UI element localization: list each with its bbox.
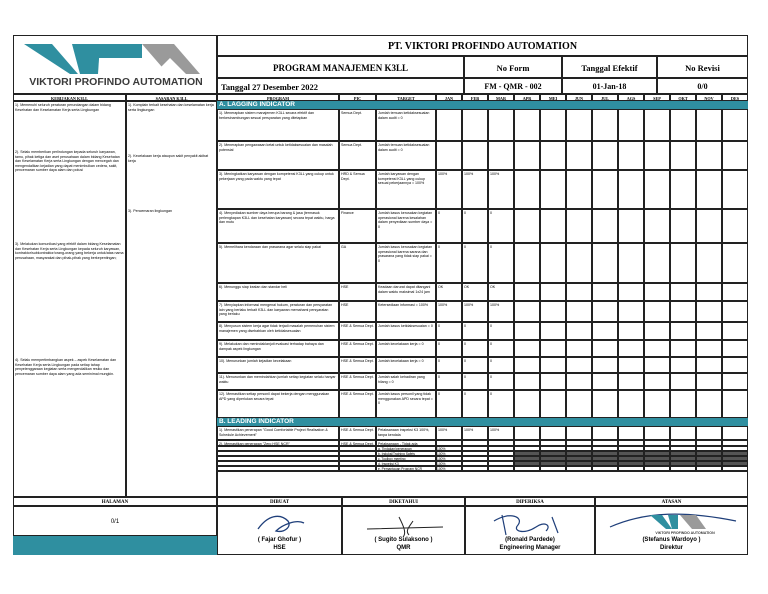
signer-role: Engineering Manager xyxy=(499,545,561,551)
month-cell: 0 xyxy=(462,322,488,340)
month-cell xyxy=(618,390,644,418)
month-cell xyxy=(540,209,566,243)
program-row-11-program: 11). Menurunkan dan memindahkan jumlah setiap kegiatan selalu hanyar waktu xyxy=(217,373,339,390)
signer-role: HSE xyxy=(273,545,286,551)
month-cell xyxy=(722,109,748,141)
section-leading-indicator: B. LEADING INDICATOR xyxy=(217,418,748,426)
month-cell xyxy=(644,390,670,418)
no-form: FM - QMR - 002 xyxy=(464,78,562,94)
month-cell: 0 xyxy=(462,340,488,357)
column-header-mar: MAR xyxy=(488,94,514,101)
month-cell xyxy=(618,243,644,283)
month-cell: 0 xyxy=(436,357,462,373)
month-cell xyxy=(566,301,592,322)
month-cell xyxy=(722,141,748,170)
month-cell: 0 xyxy=(488,243,514,283)
month-cell xyxy=(592,373,618,390)
program-row-2-pic: Semua Dept. xyxy=(339,141,376,170)
month-cell xyxy=(644,109,670,141)
month-cell xyxy=(514,141,540,170)
program-row-3-target: Jumlah karyawan dengan kompetensi K3LL yang cukup sesuai pekerjaannya = 100% xyxy=(376,170,436,209)
month-cell xyxy=(670,322,696,340)
leading-subtarget-cell: 100% xyxy=(436,456,462,461)
month-cell xyxy=(618,170,644,209)
column-header-pic: PIC xyxy=(339,94,376,101)
month-cell xyxy=(644,141,670,170)
month-cell xyxy=(436,141,462,170)
month-cell xyxy=(722,170,748,209)
month-cell xyxy=(722,373,748,390)
program-row-12-pic: HSE & Semua Dept. xyxy=(339,390,376,418)
month-cell xyxy=(670,243,696,283)
month-cell: 100% xyxy=(488,426,514,440)
program-row-102-pic: HSE & Semua Dept. xyxy=(339,440,376,446)
objective-1: 1). Komplain terkait kesehatan dan keselamatan kerja serta lingkungan xyxy=(128,103,214,112)
halaman-label: HALAMAN xyxy=(13,497,217,506)
column-header-jun: JUN xyxy=(566,94,592,101)
month-cell xyxy=(644,426,670,440)
column-header-ags: AGS xyxy=(618,94,644,101)
month-cell xyxy=(540,340,566,357)
month-cell xyxy=(696,141,722,170)
column-header-okt: OKT xyxy=(670,94,696,101)
month-cell: 0 xyxy=(436,209,462,243)
month-cell xyxy=(696,390,722,418)
month-cell xyxy=(618,301,644,322)
leading-subtarget-cell: 100% xyxy=(436,461,462,466)
signer-name: (Stefanus Wardoyo ) xyxy=(642,537,701,543)
program-row-3-pic: HRD & Semua Dept. xyxy=(339,170,376,209)
month-cell: 100% xyxy=(462,301,488,322)
month-cell xyxy=(514,357,540,373)
program-row-6-target: Keadaan darurat dapat ditangani dalam waktu maksimal 1x24 jam xyxy=(376,283,436,301)
month-cell xyxy=(488,141,514,170)
column-header-sasaran-k3ll: SASARAN K3LL xyxy=(126,94,217,101)
month-cell xyxy=(566,373,592,390)
signer-role: QMR xyxy=(396,545,411,551)
company-title: PT. VIKTORI PROFINDO AUTOMATION xyxy=(217,35,748,56)
program-row-4-pic: Finance xyxy=(339,209,376,243)
month-cell xyxy=(696,301,722,322)
month-cell xyxy=(644,209,670,243)
month-cell xyxy=(644,170,670,209)
month-cell xyxy=(540,322,566,340)
program-row-12-target: Jumlah kasus personil yang tidak menggunakan APD secara tepat = 0 xyxy=(376,390,436,418)
program-row-8-pic: HSE & Semua Dept. xyxy=(339,322,376,340)
program-row-8-target: Jumlah kasus ketidaksesuaian = 0 xyxy=(376,322,436,340)
month-cell: OK xyxy=(488,283,514,301)
signature-hse xyxy=(218,507,343,541)
program-row-101-pic: HSE & Semua Dept. xyxy=(339,426,376,440)
program-row-8-program: 8). Menyusun sistem kerja agar tidak terjadi masalah pemenuhan sistem manajemen yang disebabkan oleh ketidaksesuaian xyxy=(217,322,339,340)
leading-subtarget-cell: 100% xyxy=(436,451,462,456)
program-row-4-program: 4). Menyediakan sumber daya berupa barang & jasa (termasuk perlengkapan K3LL dan kesehatan karyawan) secara tepat waktu, harga dan mutu xyxy=(217,209,339,243)
month-cell xyxy=(540,357,566,373)
no-revisi: 0/0 xyxy=(657,78,748,94)
month-cell: 0 xyxy=(462,357,488,373)
policy-1: 1). Memenuhi seluruh peraturan perundangan dalam bidang Kesehatan dan Keselamatan Kerja serta Lingkungan xyxy=(15,103,111,112)
program-row-12-program: 12). Memastikan setiap personil dapat bekerja dengan menggunakan APD yang diperlukan secara tepat xyxy=(217,390,339,418)
month-cell xyxy=(540,301,566,322)
month-cell xyxy=(566,390,592,418)
month-cell: 100% xyxy=(488,301,514,322)
signer-name: ( Sugito Sulaksono ) xyxy=(374,537,433,543)
month-cell xyxy=(566,357,592,373)
diperiksa-label: DIPERIKSA xyxy=(465,497,595,506)
month-cell xyxy=(592,357,618,373)
month-cell xyxy=(514,209,540,243)
month-cell xyxy=(696,340,722,357)
program-row-9-target: Jumlah kecelakaan kerja = 0 xyxy=(376,340,436,357)
month-cell: 0 xyxy=(436,322,462,340)
month-cell: 100% xyxy=(462,170,488,209)
month-cell xyxy=(722,209,748,243)
month-cell: 0 xyxy=(436,390,462,418)
diketahui-label: DIKETAHUI xyxy=(342,497,465,506)
dibuat-label: DIBUAT xyxy=(217,497,342,506)
month-cell: 0 xyxy=(436,373,462,390)
month-cell xyxy=(540,426,566,440)
month-cell xyxy=(670,357,696,373)
month-cell xyxy=(644,322,670,340)
atasan-label: ATASAN xyxy=(595,497,748,506)
column-header-program: PROGRAM xyxy=(217,94,339,101)
month-cell xyxy=(566,109,592,141)
leading-subtarget-label: c. Toolbox meeting xyxy=(376,456,436,461)
objective-3: 3). Pencemaran lingkungan xyxy=(128,209,172,213)
month-cell xyxy=(696,109,722,141)
program-row-5-program: 5). Memelihara kendaraan dan prasarana agar selalu siap pakai xyxy=(217,243,339,283)
month-cell xyxy=(644,373,670,390)
month-cell xyxy=(592,243,618,283)
month-cell: OK xyxy=(462,283,488,301)
signature-direktur xyxy=(596,507,749,541)
column-header-jul: JUL xyxy=(592,94,618,101)
month-cell xyxy=(722,340,748,357)
month-cell xyxy=(722,301,748,322)
month-cell: 100% xyxy=(436,170,462,209)
month-cell xyxy=(566,340,592,357)
leading-subtarget-label: b. Induksi/Training Safety xyxy=(376,451,436,456)
month-cell xyxy=(722,322,748,340)
month-cell xyxy=(696,243,722,283)
month-cell xyxy=(592,141,618,170)
signer-name: ( Fajar Ghofur ) xyxy=(257,537,302,543)
objective-2: 2). Kecelakaan kerja ataupun sakit penyakit akibat kerja xyxy=(128,154,209,163)
column-header-des: DES xyxy=(722,94,748,101)
signer-name: (Ronald Pardede) xyxy=(505,537,555,543)
month-cell xyxy=(488,109,514,141)
month-cell xyxy=(566,426,592,440)
program-row-7-program: 7). Menyiapkan informasi mengenai hukum, peraturan dan persyaratan lain yang berlaku terkait K3LL dan karyawan memahami persyaratan yang berlaku xyxy=(217,301,339,322)
month-cell xyxy=(566,243,592,283)
month-cell xyxy=(462,141,488,170)
month-cell xyxy=(670,170,696,209)
program-row-10-target: Jumlah kecelakaan kerja = 0 xyxy=(376,357,436,373)
month-cell: 0 xyxy=(488,390,514,418)
month-cell xyxy=(722,357,748,373)
program-row-102-target: Pelaksanaan - Tidak ada xyxy=(376,440,436,446)
program-row-1-target: Jumlah temuan ketidaksesuaian dalam audit = 0 xyxy=(376,109,436,141)
month-cell xyxy=(618,340,644,357)
program-row-5-pic: GA xyxy=(339,243,376,283)
leading-subtarget-label: e. Pemantauan Program NCR xyxy=(376,466,436,471)
month-cell xyxy=(514,340,540,357)
month-cell xyxy=(722,243,748,283)
policy-column xyxy=(13,101,126,497)
form-sheet xyxy=(13,35,748,555)
month-cell xyxy=(540,373,566,390)
month-cell xyxy=(540,170,566,209)
no-form-label: No Form xyxy=(464,56,562,78)
month-cell xyxy=(670,373,696,390)
column-header-target: TARGET xyxy=(376,94,436,101)
month-cell xyxy=(618,357,644,373)
month-cell xyxy=(670,109,696,141)
month-cell: 0 xyxy=(462,209,488,243)
tgl-efektif: 01-Jan-18 xyxy=(562,78,657,94)
month-cell xyxy=(514,170,540,209)
month-cell: 100% xyxy=(436,301,462,322)
month-cell: 100% xyxy=(436,426,462,440)
month-cell xyxy=(566,170,592,209)
month-cell xyxy=(618,426,644,440)
month-cell xyxy=(462,109,488,141)
month-cell xyxy=(696,373,722,390)
column-header-feb: FEB xyxy=(462,94,488,101)
month-cell: 0 xyxy=(488,357,514,373)
month-cell xyxy=(592,283,618,301)
month-cell xyxy=(722,390,748,418)
month-cell: 100% xyxy=(462,426,488,440)
month-cell xyxy=(670,283,696,301)
program-row-7-target: Ketersediaan informasi = 100% xyxy=(376,301,436,322)
month-cell xyxy=(592,301,618,322)
program-row-4-target: Jumlah kasus kerusakan kegiatan operasional karena kesalahan dalam penyediaan sumber daya = 0 xyxy=(376,209,436,243)
month-cell xyxy=(696,322,722,340)
month-cell xyxy=(618,283,644,301)
month-cell xyxy=(514,373,540,390)
month-cell xyxy=(618,322,644,340)
month-cell xyxy=(514,390,540,418)
month-cell xyxy=(670,340,696,357)
month-cell xyxy=(566,141,592,170)
month-cell: 100% xyxy=(488,170,514,209)
month-cell xyxy=(592,322,618,340)
program-row-3-program: 3). Meningkatkan karyawan dengan kompetensi K3LL yang cukup untuk pekerjaan yang pada waktu yang tepat xyxy=(217,170,339,209)
month-cell: 0 xyxy=(462,390,488,418)
leading-subtarget-cell: 100% xyxy=(436,466,462,471)
month-cell xyxy=(722,283,748,301)
month-cell xyxy=(540,390,566,418)
month-cell xyxy=(566,209,592,243)
month-cell: 0 xyxy=(488,373,514,390)
logo-block xyxy=(13,35,217,94)
grid-filler xyxy=(217,471,748,497)
month-cell xyxy=(618,109,644,141)
month-cell xyxy=(696,209,722,243)
program-row-10-program: 10). Menurunkan jumlah kejadian kecelakaan xyxy=(217,357,339,373)
month-cell xyxy=(644,357,670,373)
month-cell xyxy=(514,301,540,322)
month-cell xyxy=(696,283,722,301)
month-cell xyxy=(722,426,748,440)
month-cell xyxy=(592,209,618,243)
month-cell: 0 xyxy=(436,243,462,283)
month-cell xyxy=(618,209,644,243)
month-cell: 0 xyxy=(436,340,462,357)
leading-subtarget-cell: 100% xyxy=(436,446,462,451)
leading-subtarget-label: a. Tindakan/penerapan xyxy=(376,446,436,451)
objective-column xyxy=(126,101,217,497)
policy-3: 3). Melakukan komunikasi yang efektif dalam bidang Keselamatan dan Kesehatan Kerja serta Lingkungan kepada seluruh karyawan, kontraktor/subkontraktor/orang-orang yang bekerja untuk/atas nama perusahaan, masyarakat dan pihak-pihak yang berkepentingan; xyxy=(15,242,124,260)
month-cell: 0 xyxy=(488,322,514,340)
footer-teal-bar xyxy=(13,536,217,555)
column-header-sep: SEP xyxy=(644,94,670,101)
month-cell xyxy=(540,109,566,141)
month-cell xyxy=(514,243,540,283)
column-header-kebijakan-k3ll: KEBIJAKAN K3LL xyxy=(13,94,126,101)
month-cell xyxy=(592,340,618,357)
leading-subtarget-label: d. Inspeksi K3 xyxy=(376,461,436,466)
program-row-2-target: Jumlah temuan ketidaksesuaian dalam audit = 0 xyxy=(376,141,436,170)
policy-4: 4). Selalu mempertimbangkan aspek – aspek Keselamatan dan Kesehatan Kerja serta Lingkungan pada setiap tahap penyelenggaraan kegiatan serta mengendalikan resiko dan pencemaran sumber daya alam yang ada seminimal mungkin. xyxy=(15,358,117,376)
month-cell: 0 xyxy=(488,209,514,243)
month-cell xyxy=(592,170,618,209)
month-cell xyxy=(514,426,540,440)
month-cell xyxy=(514,283,540,301)
program-row-6-pic: HSE xyxy=(339,283,376,301)
stamp-text: VIKTORI PROFINDO AUTOMATION xyxy=(655,531,715,535)
month-cell xyxy=(618,141,644,170)
section-lagging-indicator: A. LAGGING INDICATOR xyxy=(217,101,748,109)
program-row-9-program: 9). Melakukan dan menindaklanjuti evaluasi terhadap bahaya dan dampak aspek lingkungan xyxy=(217,340,339,357)
month-cell xyxy=(670,390,696,418)
month-cell xyxy=(644,243,670,283)
month-cell xyxy=(592,426,618,440)
month-cell xyxy=(644,301,670,322)
month-cell xyxy=(670,426,696,440)
program-row-2-program: 2). Menerapkan pengawasan ketat untuk ketidaksesuaian dan masalah potensial xyxy=(217,141,339,170)
month-cell xyxy=(540,243,566,283)
signature-manager xyxy=(466,507,596,541)
month-cell: 0 xyxy=(488,340,514,357)
month-cell xyxy=(566,322,592,340)
month-cell xyxy=(696,170,722,209)
month-cell xyxy=(696,426,722,440)
program-title: PROGRAM MANAJEMEN K3LL xyxy=(217,56,464,78)
program-row-6-program: 6). Menunggu siap kealan dan standar beli xyxy=(217,283,339,301)
logo-name: VIKTORI PROFINDO AUTOMATION xyxy=(29,76,203,88)
month-cell xyxy=(696,357,722,373)
month-cell xyxy=(592,390,618,418)
column-header-mei: MEI xyxy=(540,94,566,101)
month-cell xyxy=(566,283,592,301)
program-row-9-pic: HSE & Semua Dept. xyxy=(339,340,376,357)
program-row-102-program: 2). Memastikan penerapan "Zero HSE NCR" xyxy=(217,440,339,446)
month-cell: 0 xyxy=(462,243,488,283)
column-header-apr: APR xyxy=(514,94,540,101)
halaman-value: 0/1 xyxy=(13,506,217,536)
tgl-efektif-label: Tanggal Efektif xyxy=(562,56,657,78)
month-cell: 0 xyxy=(462,373,488,390)
program-row-1-pic: Semua Dept. xyxy=(339,109,376,141)
column-header-jan: JAN xyxy=(436,94,462,101)
month-cell xyxy=(436,109,462,141)
policy-2: 2). Selalu memberikan perlindungan kepada seluruh karyawan, tamu, pihak ketiga dan aset perusahaan dalam bidang Kesehatan dan Keselamatan Kerja serta Lingkungan dengan mencegah dan mengendalikan kejadian yang dapat menimbulkan cedera, sakit, pencemaran sumber daya alam dan polusi xyxy=(15,150,120,173)
program-row-11-target: Jumlah salah kehadiran yang hilang = 0 xyxy=(376,373,436,390)
signer-role: Direktur xyxy=(659,545,683,551)
month-cell xyxy=(644,283,670,301)
month-cell xyxy=(618,373,644,390)
month-cell xyxy=(670,141,696,170)
month-cell: OK xyxy=(436,283,462,301)
month-cell xyxy=(514,109,540,141)
month-cell xyxy=(540,141,566,170)
doc-date: Tanggal 27 Desember 2022 xyxy=(217,78,464,94)
month-cell xyxy=(514,322,540,340)
program-row-101-target: Pelaksanaan inspeksi K3 100%, tanpa kendala xyxy=(376,426,436,440)
program-row-7-pic: HSE xyxy=(339,301,376,322)
month-cell xyxy=(592,109,618,141)
program-row-101-program: 1). Memastikan penerapan "Good Comfortable Project Realisation & Schedule Achievement" xyxy=(217,426,339,440)
no-revisi-label: No Revisi xyxy=(657,56,748,78)
program-row-1-program: 1). Menerapkan sistem manajemen K3LL secara efektif dan berkesinambungan sesuai persyaratan yang ditetapkan xyxy=(217,109,339,141)
column-header-nov: NOV xyxy=(696,94,722,101)
month-cell xyxy=(670,301,696,322)
month-cell xyxy=(670,209,696,243)
month-cell xyxy=(644,340,670,357)
program-row-11-pic: HSE & Semua Dept. xyxy=(339,373,376,390)
program-row-5-target: Jumlah kasus kerusakan kegiatan operasional karena sarana dan prasarana yang tidak siap pakai = 0 xyxy=(376,243,436,283)
signature-qmr xyxy=(343,507,466,541)
program-row-10-pic: HSE & Semua Dept. xyxy=(339,357,376,373)
month-cell xyxy=(540,283,566,301)
